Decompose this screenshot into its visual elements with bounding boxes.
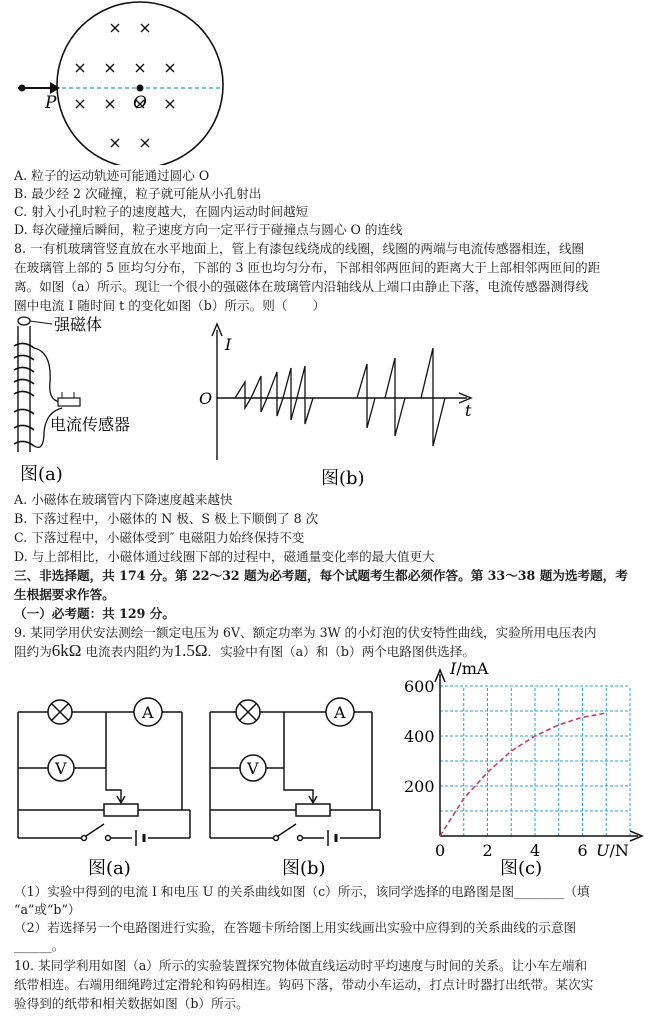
center-dot xyxy=(137,85,144,92)
y-tick-label: 600 xyxy=(404,677,435,696)
coil-turns xyxy=(14,343,34,446)
iu-curve-series xyxy=(440,713,606,836)
q9-part-2b: ______。 xyxy=(14,938,65,953)
current-pulses xyxy=(235,348,445,446)
q7-option-c: C. 射入小孔时粒子的速度越大，在圆内运动时间越短 xyxy=(14,204,309,219)
q8-option-b: B. 下落过程中，小磁体的 N 极、S 极上下顺倒了 8 次 xyxy=(14,511,319,526)
battery-icon xyxy=(136,830,144,846)
field-cross-marks xyxy=(76,24,174,147)
voltmeter-resistance: 6kΩ xyxy=(51,641,82,660)
chart-xlabel: U/N xyxy=(596,841,629,860)
sensor-label: 电流传感器 xyxy=(50,415,131,434)
q9-stem-line-1: 9. 某同学用伏安法测绘一额定电压为 6V、额定功率为 3W 的小灯泡的伏安特性曲线，实验所用电压表内 xyxy=(14,625,597,640)
magnet-label: 强磁体 xyxy=(54,315,103,334)
switch-icon xyxy=(82,824,111,841)
particle-dot xyxy=(19,85,26,92)
q8-option-a: A. 小磁体在玻璃管内下降速度越来越快 xyxy=(14,492,233,507)
label-O: O xyxy=(133,93,147,113)
q10-line-3: 验得到的纸带和相关数据如图（b）所示。 xyxy=(14,996,249,1011)
q9-part-2: （2）若选择另一个电路图进行实验，在答题卡所给图上用实线画出实验中应得到的关系曲线的示意图 xyxy=(14,920,577,935)
section-3-heading-line-2: 生根据要求作答。 xyxy=(14,587,115,602)
q8-stem-line-4: 圈中电流 I 随时间 t 的变化如图（b）所示。则（ ） xyxy=(14,298,326,313)
iu-chart xyxy=(400,660,655,882)
circuit-b-caption: 图(b) xyxy=(282,858,326,879)
q9-part-1b: “a”或“b”） xyxy=(14,902,81,917)
chart-ticks xyxy=(404,677,588,860)
origin-label: O xyxy=(199,389,213,408)
q7-option-a: A. 粒子的运动轨迹可能通过圆心 O xyxy=(14,168,210,183)
chart-ylabel: I/mA xyxy=(450,660,489,678)
rheostat-slider-icon xyxy=(284,768,317,803)
figure-b-caption: 图(b) xyxy=(321,468,365,489)
axis-t-label: t xyxy=(465,401,472,420)
circuit-b-figure xyxy=(200,690,400,880)
q7-option-d: D. 每次碰撞后瞬间，粒子速度方向一定平行于碰撞点与圆心 O 的连线 xyxy=(14,222,403,237)
switch-icon xyxy=(274,824,303,841)
ammeter-resistance: 1.5Ω xyxy=(173,641,208,660)
q8-figure-a xyxy=(0,312,170,490)
chart-grid xyxy=(440,686,630,836)
section-3-subheading: （一）必考题：共 129 分。 xyxy=(14,606,175,621)
axis-I-label: I xyxy=(225,335,232,354)
svg-text:V: V xyxy=(247,759,259,778)
q8-stem-line-1: 8. 一有机玻璃管竖直放在水平地面上，管上有漆包线绕成的线圈，线圈的两端与电流传感器相连，线圈 xyxy=(14,241,585,256)
y-tick-label: 200 xyxy=(404,777,435,796)
q8-stem-line-3: 离。如图（a）所示。现让一个很小的强磁体在玻璃管内沿轴线从上端口由静止下落，电流传感器测得线 xyxy=(14,279,589,294)
svg-text:V: V xyxy=(55,759,67,778)
magnet-icon xyxy=(18,317,30,325)
x-tick-label: 0 xyxy=(435,841,446,860)
q9-part-1: （1）实验中得到的电流 I 和电压 U 的关系曲线如图（c）所示，该同学选择的电路图是图________（填 xyxy=(14,884,590,899)
field-region-circle xyxy=(57,2,223,165)
x-tick-label: 6 xyxy=(577,841,588,860)
circuit-a-figure xyxy=(8,690,198,880)
q9-stem-line-2 xyxy=(14,643,475,660)
ammeter-icon xyxy=(134,698,162,726)
x-tick-label: 4 xyxy=(530,841,541,860)
rheostat-icon xyxy=(296,804,330,816)
rheostat-icon xyxy=(104,804,138,816)
q10-line-1: 10. 某同学利用如图（a）所示的实验装置探究物体做直线运动时平均速度与时间的关系。让小车左端和 xyxy=(14,958,588,973)
q8-option-d: D. 与上部相比，小磁体通过线圈下部的过程中，磁通量变化率的最大值更大 xyxy=(14,549,435,564)
q9-stem-post: ．实验中有图（a）和（b）两个电路图供选择。 xyxy=(207,644,475,659)
q10-line-2: 纸带相连。右端用细绳跨过定滑轮和钩码相连。钩码下落，带动小车运动，打点计时器打出纸带。某次实 xyxy=(14,977,594,992)
svg-text:A: A xyxy=(142,703,154,722)
svg-text:A: A xyxy=(334,703,346,722)
chart-title: 图(c) xyxy=(500,858,543,879)
circuit-a-caption: 图(a) xyxy=(88,858,131,879)
voltmeter-icon xyxy=(240,755,266,781)
q8-option-c: C. 下落过程中，小磁体受到″ 电磁阻力始终保持不变 xyxy=(14,530,305,545)
q8-figure-b xyxy=(195,320,495,490)
battery-icon xyxy=(328,830,336,846)
section-3-heading-line-1: 三、非选择题，共 174 分。第 22～32 题为必考题，每个试题考生都必须作答。第 33～38 题为选考题，考 xyxy=(14,568,628,583)
q9-stem-pre: 阻约为 xyxy=(14,644,52,659)
q8-stem-line-2: 在玻璃管上部的 5 匝均匀分布，下部的 3 匝也均匀分布，下部相邻两匝间的距离大于上部相邻两匝间的距 xyxy=(14,260,601,275)
figure-a-caption: 图(a) xyxy=(20,464,63,485)
label-P: P xyxy=(45,93,57,113)
lamp-icon xyxy=(236,700,260,724)
x-tick-label: 2 xyxy=(482,841,493,860)
y-tick-label: 400 xyxy=(404,727,435,746)
chart-axes xyxy=(435,670,642,841)
voltmeter-icon xyxy=(48,755,74,781)
current-sensor-icon xyxy=(58,398,80,406)
q9-stem-mid: 电流表内阻约为 xyxy=(85,644,174,659)
lamp-icon xyxy=(48,700,72,724)
ammeter-icon xyxy=(326,698,354,726)
circle-field-figure xyxy=(0,0,240,165)
rheostat-slider-icon xyxy=(106,768,125,803)
q7-option-b: B. 最少经 2 次碰撞，粒子就可能从小孔射出 xyxy=(14,186,262,201)
